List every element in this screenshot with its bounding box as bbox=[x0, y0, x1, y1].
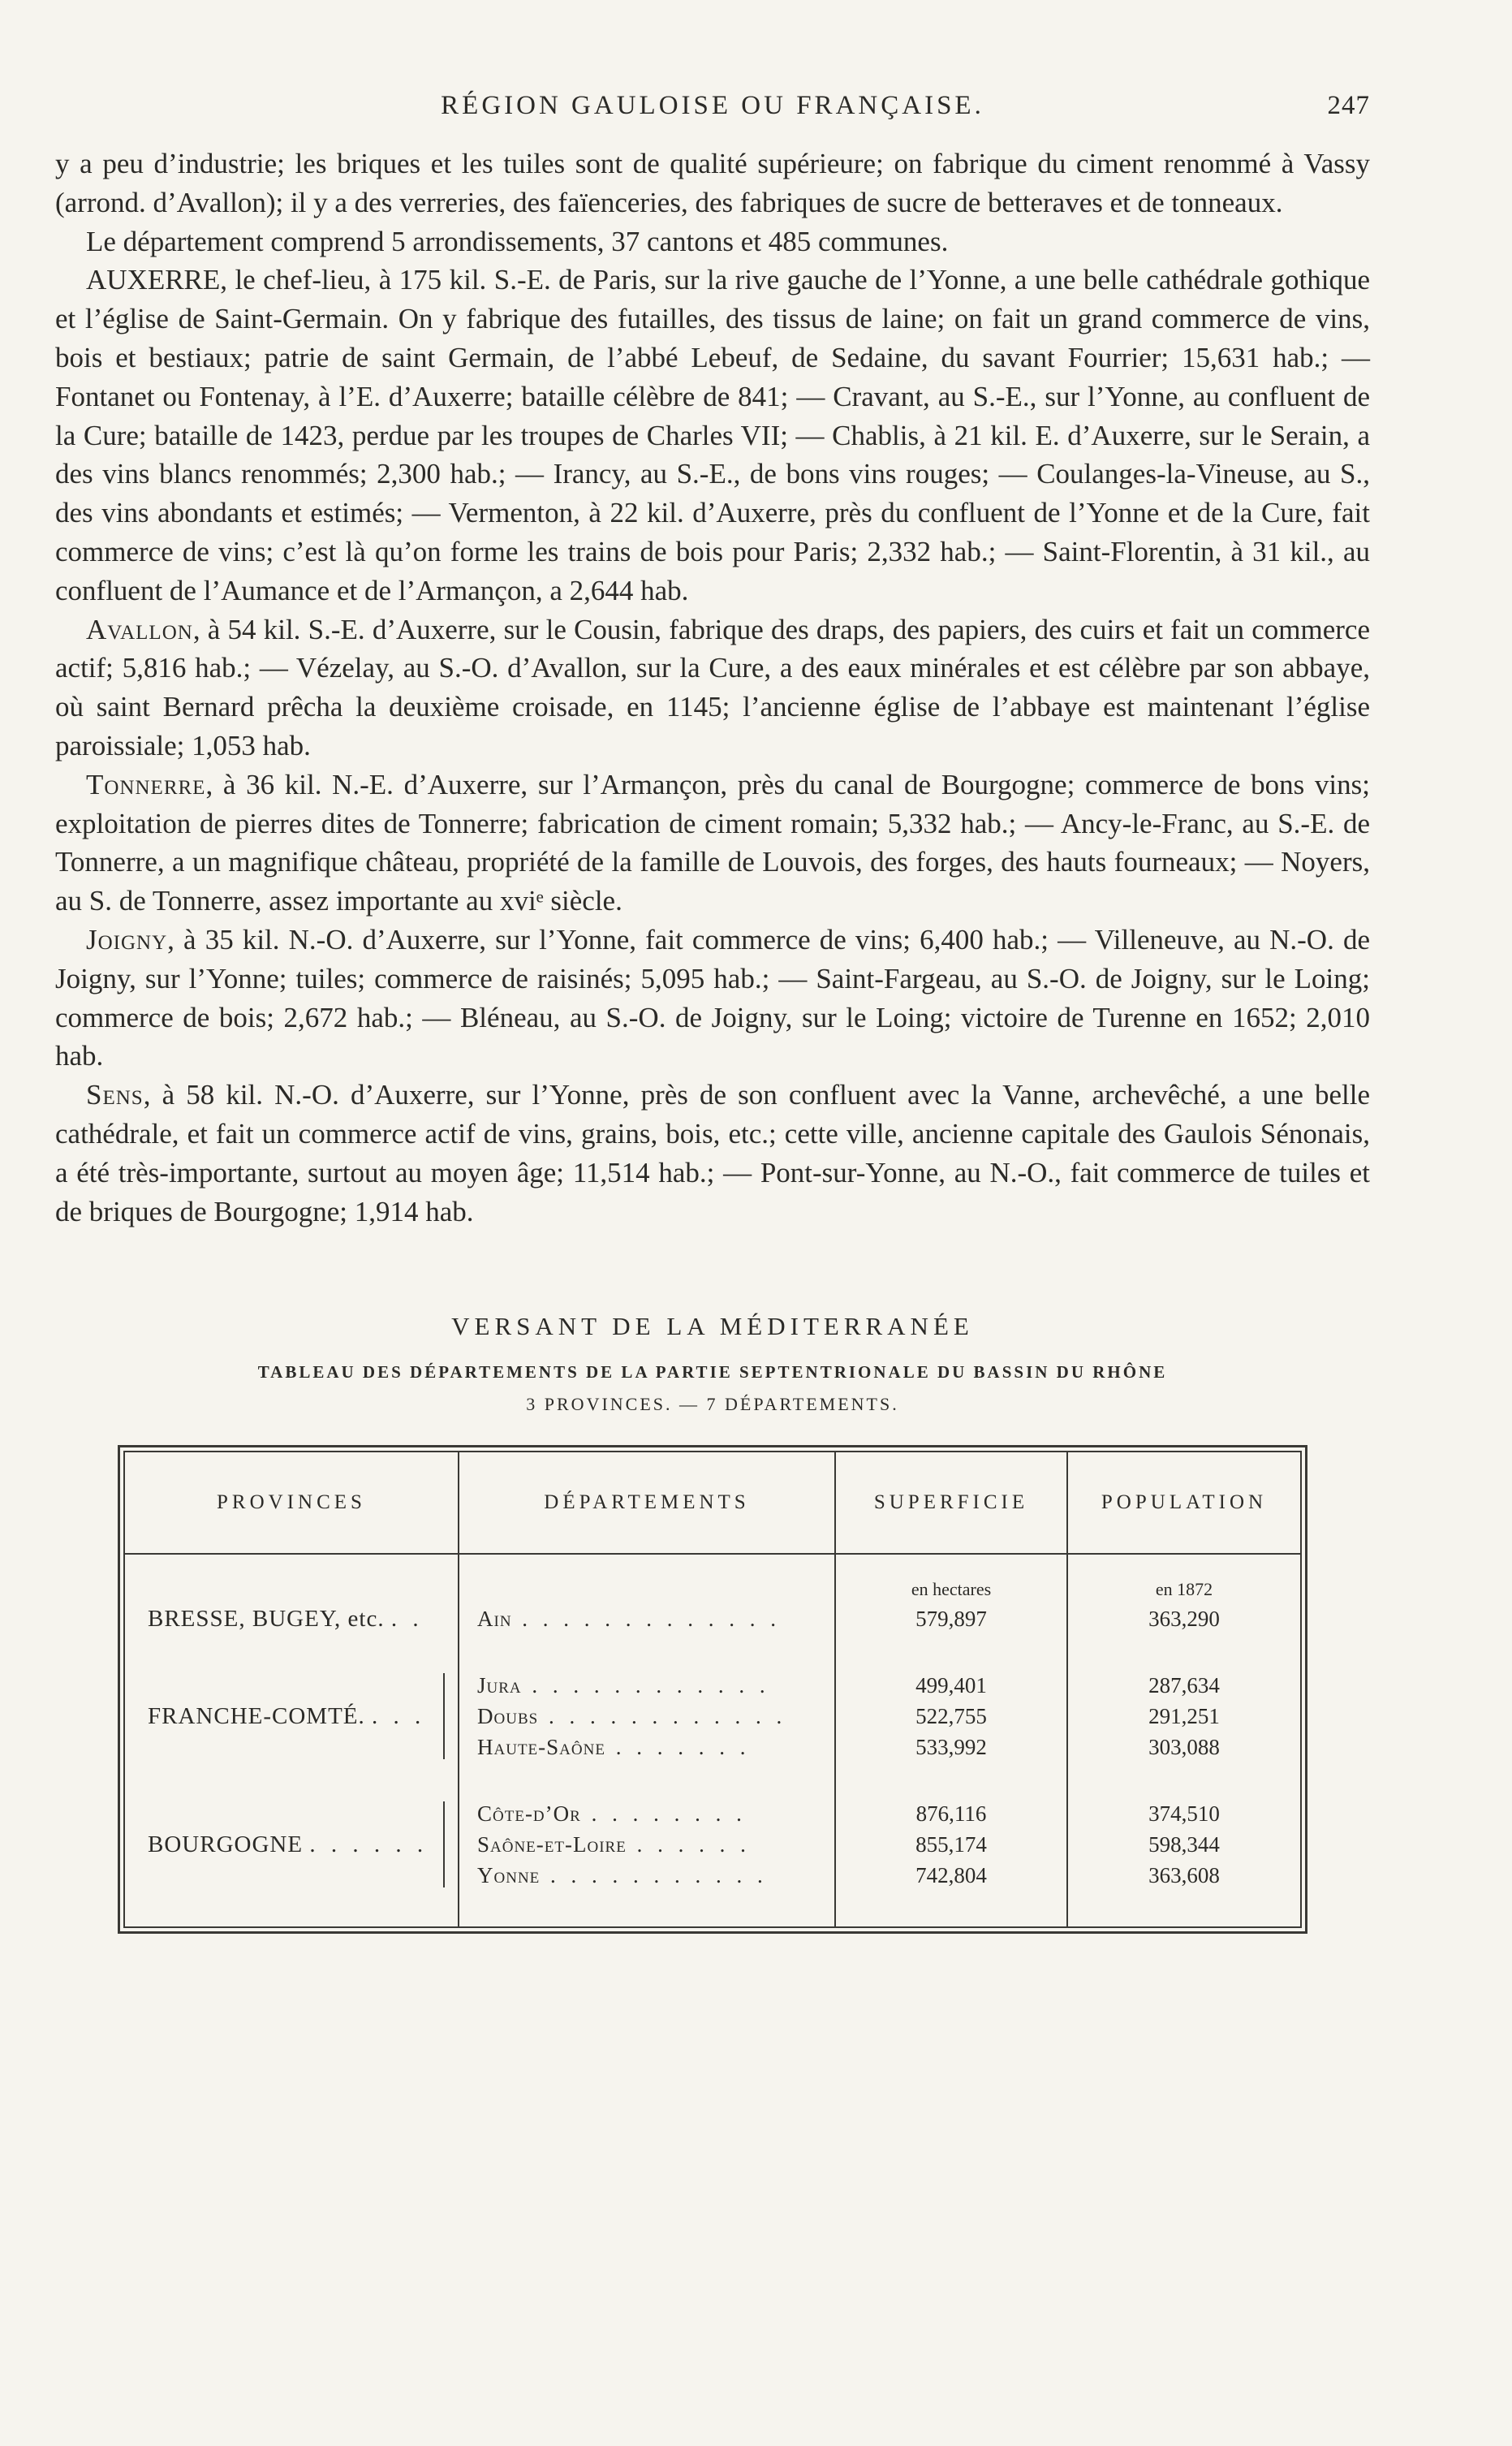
paragraph-body: le chef-lieu, à 175 kil. S.-E. de Paris, sur la rive gauche de l’Yonne, a une belle cathédrale gothique et l’église de Saint-Germain. On y fabrique des futailles, des tissus de laine; on fait un grand commerce de vins, bois et bestiaux; patrie de saint Germain, de l’abbé Lebeuf, de Sedaine, du savant Fourrier; 15,631 hab.; — Fontanet ou Fontenay, à l’E. d’Auxerre; bataille célèbre de 841; — Cravant, au S.-E., sur l’Yonne, au confluent de la Cure; bataille de 1423, perdue par les troupes de Charles VII; — Chablis, à 21 kil. E. d’Auxerre, sur le Serain, a des vins blancs renommés; 2,300 hab.; — Irancy, au S.-E., de bons vins rouges; — Coulanges-la-Vineuse, au S., des vins abondants et estimés; — Vermenton, à 22 kil. d’Auxerre, près du confluent de l’Yonne et de la Cure, fait commerce de vins; c’est là qu’on forme les trains de bois pour Paris; 2,332 hab.; — Saint-Florentin, à 31 kil., au confluent de l’Aumance et de l’Armançon, a 2,644 hab. bbox=[55, 264, 1370, 606]
brace bbox=[443, 1801, 453, 1887]
book-page bbox=[55, 91, 1370, 1928]
superficie-value: 876,116 bbox=[915, 1801, 987, 1827]
departement-name: Ain . . . . . . . . . . . . . bbox=[477, 1607, 782, 1632]
running-head-title: RÉGION GAULOISE OU FRANÇAISE. bbox=[441, 91, 984, 120]
paragraph-sens bbox=[55, 1076, 1370, 1231]
population-unit: en 1872 bbox=[1155, 1579, 1213, 1600]
paragraph-industry: y a peu d’industrie; les briques et les tuiles sont de qualité supérieure; on fabrique du ciment renommé à Vassy (arrond. d’Avallon); il y a des verreries, des faïenceries, des fabriques de sucre de betteraves et de tonneaux. bbox=[55, 148, 1370, 218]
population-value: 363,608 bbox=[1148, 1863, 1220, 1888]
province-group bbox=[125, 1603, 458, 1634]
superficie-value: 742,804 bbox=[915, 1863, 987, 1888]
province-name: FRANCHE-COMTÉ. . . . bbox=[148, 1703, 426, 1730]
superficie-value: 522,755 bbox=[915, 1704, 987, 1729]
population-value: 598,344 bbox=[1148, 1832, 1220, 1857]
paragraph-body: , à 35 kil. N.-O. d’Auxerre, sur l’Yonne, fait commerce de vins; 6,400 hab.; — Villeneuve, au N.-O. de Joigny, sur l’Yonne; tuiles; commerce de raisinés; 5,095 hab.; — Saint-Fargeau, au S.-O. de Joigny, sur le Loing; commerce de bois; 2,672 hab.; — Bléneau, au S.-O. de Joigny, sur le Loing; victoire de Turenne en 1652; 2,010 hab. bbox=[55, 923, 1370, 1072]
paragraph-avallon bbox=[55, 610, 1370, 766]
superficie-column bbox=[835, 1554, 1067, 1926]
paragraph-body: , à 36 kil. N.-E. d’Auxerre, sur l’Armançon, près du canal de Bourgogne; commerce de bons vins; exploitation de pierres dites de Tonnerre; fabrication de ciment romain; 5,332 hab.; — Ancy-le-Franc, au S.-E. de Tonnerre, a un magnifique château, propriété de la famille de Louvois, des forges, des hauts fourneaux; — Noyers, au S. de Tonnerre, assez importante au xviᵉ siècle. bbox=[55, 768, 1370, 917]
population-value: 374,510 bbox=[1148, 1801, 1220, 1827]
header-departements: DÉPARTEMENTS bbox=[459, 1452, 835, 1554]
table-body-row bbox=[125, 1554, 1300, 1926]
place-heading: Tonnerre bbox=[86, 768, 206, 800]
departements-column bbox=[459, 1554, 835, 1926]
table-subcaption: 3 PROVINCES. — 7 DÉPARTEMENTS. bbox=[526, 1394, 899, 1415]
departments-table-frame bbox=[123, 1451, 1302, 1928]
running-head bbox=[55, 91, 1370, 133]
header-provinces: PROVINCES bbox=[125, 1452, 459, 1554]
paragraph-body: , à 54 kil. S.-E. d’Auxerre, sur le Cousin, fabrique des draps, des papiers, des cuirs et fait un commerce actif; 5,816 hab.; — Vézelay, au S.-O. d’Avallon, sur la Cure, a des eaux minérales et est célèbre par son abbaye, où saint Bernard prêcha la deuxième croisade, en 1145; l’ancienne église de l’abbaye est maintenant l’église paroissiale; 1,053 hab. bbox=[55, 613, 1370, 761]
province-group bbox=[125, 1798, 458, 1891]
place-heading: AUXERRE, bbox=[86, 264, 228, 296]
province-name: BOURGOGNE . . . . . . bbox=[148, 1831, 429, 1858]
paragraph-auxerre bbox=[55, 261, 1370, 610]
header-superficie: SUPERFICIE bbox=[835, 1452, 1067, 1554]
departement-name: Haute-Saône . . . . . . . bbox=[477, 1735, 751, 1760]
paragraph-administration: Le département comprend 5 arrondissements, 37 cantons et 485 communes. bbox=[86, 225, 949, 257]
section-title: VERSANT DE LA MÉDITERRANÉE bbox=[451, 1312, 974, 1341]
brace bbox=[443, 1673, 453, 1759]
paragraph-tonnerre bbox=[55, 766, 1370, 921]
place-heading: Avallon bbox=[86, 613, 193, 645]
province-group bbox=[125, 1670, 458, 1762]
body-text bbox=[55, 145, 1370, 1231]
page-number: 247 bbox=[1327, 91, 1370, 120]
superficie-value: 855,174 bbox=[915, 1832, 987, 1857]
population-value: 291,251 bbox=[1148, 1704, 1220, 1729]
provinces-column bbox=[125, 1554, 459, 1926]
superficie-value: 579,897 bbox=[915, 1607, 987, 1632]
departement-name: Jura . . . . . . . . . . . . bbox=[477, 1673, 770, 1698]
table-header-row bbox=[125, 1452, 1300, 1554]
superficie-value: 533,992 bbox=[915, 1735, 987, 1760]
province-name: BRESSE, BUGEY, etc. . . bbox=[148, 1606, 424, 1633]
header-population: POPULATION bbox=[1067, 1452, 1300, 1554]
superficie-value: 499,401 bbox=[915, 1673, 987, 1698]
paragraph-joigny bbox=[55, 921, 1370, 1076]
departement-name: Doubs . . . . . . . . . . . . bbox=[477, 1704, 787, 1729]
table-caption: TABLEAU DES DÉPARTEMENTS DE LA PARTIE SEPTENTRIONALE DU BASSIN DU RHÔNE bbox=[257, 1362, 1168, 1383]
place-heading: Joigny bbox=[86, 923, 168, 956]
population-value: 363,290 bbox=[1148, 1607, 1220, 1632]
paragraph-body: , à 58 kil. N.-O. d’Auxerre, sur l’Yonne, près de son confluent avec la Vanne, archevêché, a une belle cathédrale, et fait un commerce actif de vins, grains, bois, etc.; cette ville, ancienne capitale des Gaulois Sénonais, a été très-importante, surtout au moyen âge; 11,514 hab.; — Pont-sur-Yonne, au N.-O., fait commerce de tuiles et de briques de Bourgogne; 1,914 hab. bbox=[55, 1079, 1370, 1227]
place-heading: Sens bbox=[86, 1079, 144, 1111]
departement-name: Saône-et-Loire . . . . . . bbox=[477, 1832, 751, 1857]
departments-table bbox=[125, 1452, 1300, 1926]
departement-name: Côte-d’Or . . . . . . . . bbox=[477, 1801, 747, 1827]
population-column bbox=[1067, 1554, 1300, 1926]
population-value: 287,634 bbox=[1148, 1673, 1220, 1698]
population-value: 303,088 bbox=[1148, 1735, 1220, 1760]
departement-name: Yonne . . . . . . . . . . . bbox=[477, 1863, 768, 1888]
superficie-unit: en hectares bbox=[911, 1579, 992, 1600]
